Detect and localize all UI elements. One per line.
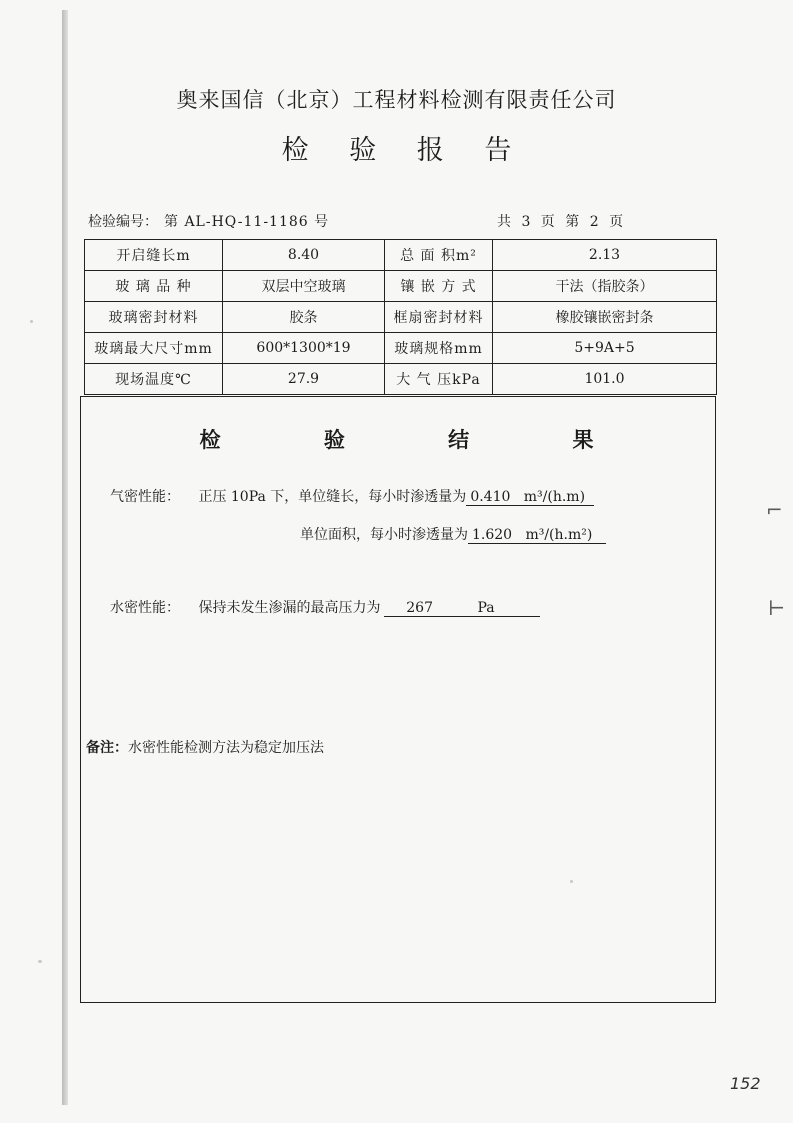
report-number-label: 检验编号： — [88, 214, 158, 230]
table-label: 玻 璃 品 种 — [85, 271, 223, 302]
air-unit-per-area: m³/(h.m²) — [525, 527, 593, 543]
water-pressure-value: 267 — [406, 600, 433, 616]
table-value: 橡胶镶嵌密封条 — [493, 302, 717, 333]
table-row — [85, 364, 717, 395]
table-label: 玻璃规格mm — [385, 333, 493, 364]
air-value-per-length: 0.410 — [470, 489, 511, 505]
table-value: 8.40 — [223, 240, 385, 271]
handwritten-page-number: 152 — [730, 1074, 761, 1093]
report-number-value: 第 AL-HQ-11-1186 号 — [164, 214, 330, 230]
table-row — [85, 333, 717, 364]
table-label: 玻璃密封材料 — [85, 302, 223, 333]
air-tightness-value-1 — [466, 489, 594, 506]
table-value: 600*1300*19 — [223, 333, 385, 364]
table-label: 大 气 压kPa — [385, 364, 493, 395]
edge-handwriting-mark: ⌐ — [766, 498, 783, 522]
air-value-per-area: 1.620 — [472, 527, 513, 543]
scan-speck — [30, 320, 33, 323]
table-label: 框扇密封材料 — [385, 302, 493, 333]
air-tightness-value-2 — [468, 527, 606, 544]
air-tightness-text-2: 单位面积，每小时渗透量为 — [300, 527, 468, 543]
remark-text: 水密性能检测方法为稳定加压法 — [128, 740, 324, 756]
remark-label: 备注： — [86, 740, 128, 756]
report-number — [88, 211, 329, 231]
table-label: 总 面 积m² — [385, 240, 493, 271]
table-value: 干法（指胶条） — [493, 271, 717, 302]
table-label: 玻璃最大尺寸mm — [85, 333, 223, 364]
water-tightness-text: 保持未发生渗漏的最高压力为 — [198, 600, 381, 616]
water-tightness-value — [384, 600, 540, 617]
edge-handwriting-mark: ⊢ — [768, 596, 786, 620]
air-tightness-text-1: 正压 10Pa 下，单位缝长，每小时渗透量为 — [198, 489, 467, 505]
water-tightness-line — [110, 597, 540, 617]
scan-edge-shadow — [62, 10, 68, 1105]
table-value: 101.0 — [493, 364, 717, 395]
air-unit-per-length: m³/(h.m) — [523, 489, 586, 505]
report-title: 检 验 报 告 — [281, 135, 528, 166]
table-label: 镶 嵌 方 式 — [385, 271, 493, 302]
results-title: 检 验 结 果 — [199, 428, 642, 452]
table-value: 双层中空玻璃 — [223, 271, 385, 302]
water-tightness-label: 水密性能： — [110, 600, 180, 616]
table-row — [85, 271, 717, 302]
table-value: 27.9 — [223, 364, 385, 395]
page-info: 共 3 页 第 2 页 — [497, 214, 624, 230]
air-tightness-label: 气密性能： — [110, 489, 180, 505]
air-tightness-line-2 — [300, 524, 606, 544]
table-row — [85, 302, 717, 333]
table-value: 胶条 — [223, 302, 385, 333]
table-value: 2.13 — [493, 240, 717, 271]
table-row — [85, 240, 717, 271]
table-label: 现场温度℃ — [85, 364, 223, 395]
table-value: 5+9A+5 — [493, 333, 717, 364]
air-tightness-line-1 — [110, 486, 594, 506]
scan-speck — [38, 960, 42, 963]
company-name: 奥来国信（北京）工程材料检测有限责任公司 — [176, 88, 617, 112]
remark — [86, 737, 324, 757]
table-label: 开启缝长m — [85, 240, 223, 271]
info-table — [84, 239, 717, 395]
water-pressure-unit: Pa — [477, 600, 495, 616]
